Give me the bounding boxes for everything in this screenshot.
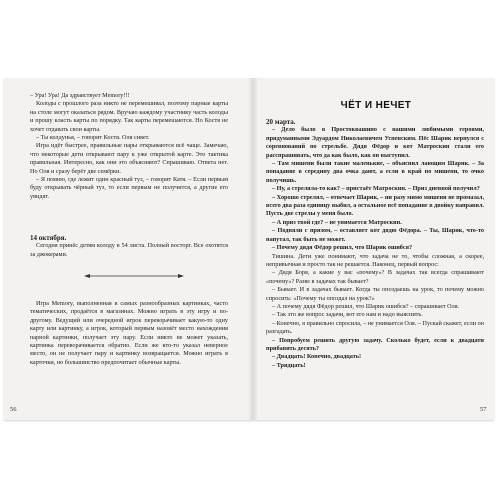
page-number: 56 (10, 406, 17, 413)
date-heading: 14 октября. (30, 234, 67, 242)
paragraph: – Попробуем решить другую задачу. Сколько будет, если к двадцати прибавить десять? (266, 336, 484, 352)
page-number: 57 (480, 406, 487, 413)
left-block-2 (30, 234, 228, 259)
paragraph: – Конечно, я правильно спросила, – не унимается Оля. – Пускай скажет, если он разгадать. (266, 319, 484, 336)
paragraph: – Тридцать! (272, 361, 306, 369)
paragraph: Игра идёт быстрее, правильные пары открываются всё чаще. Замечаю, что некоторые дети открывают пару к уже открытой карте. Это тактика правильная. Интересно, как они это объясняют? Спрашиваю. Ответа нет. Но Оля и сразу берёт две семёрки. (30, 142, 228, 175)
date-heading: 20 марта. (266, 118, 296, 126)
paragraph: – Двадцать! Конечно, двадцать! (272, 353, 362, 361)
paragraph: – Почему дядя Фёдор решил, что Шарик ошибся? (272, 244, 413, 252)
paragraph: – Дядя Боря, а какие у вас «почему»? В задачах так всегда спрашивают «почему»? Разве в задачах так бывает? (266, 269, 484, 285)
paragraph: – Ну, а стреляла-то как? – пристаёт Матроскин. – Приз дневной получил? (272, 185, 480, 193)
paragraph: – Я помню, где лежит один красный туз, – говорит Катя. – Если первым буду открывать чёрный туз, то если первым не получится, а другие его увидят. (30, 176, 228, 200)
paragraph: Сегодня принёс детям колоду в 54 листа. Полный восторг. Все охотятся за джокерами. (30, 242, 228, 258)
left-block-3 (30, 300, 228, 367)
paragraph: – Ты колдунья, – говорит Костя. Оля сияет. (36, 134, 150, 142)
paragraph: Тишина. Дети уже понимают, что задача не то, чтобы сложная, а скорее, непривычная и просто так не решается. Наконец, первый вопрос: (266, 252, 484, 268)
paragraph: – Подняли с призом, – оставляет кот дядю Фёдора. – Ты, Шарик, что-то напутал, так быть не может. (266, 227, 484, 243)
paragraph: – Дело было в Простоквашино с нашими любимыми героями, придуманными Эдуардом Николаевичем Успенским. Пёс Шарик вернулся с соревнований по стрельбе. Дядя Фёдор и кот Матроскин стали его расспрашивать, что да как было, как он выступил. (266, 126, 484, 159)
right-text (266, 118, 484, 370)
right-page (258, 78, 494, 420)
paragraph: Колоды с прошлого раза никто не перемешивал, поэтому парные карты на столе могут оказаться рядом. Вручаю каждому участнику часть колоды и прошу класть карты по порядку. Так карты перемешаются. Но Костя не хочет отдавать свои карты. (30, 100, 228, 133)
left-block-1 (30, 92, 228, 201)
paragraph: Игра Memory, выполненная в самых разнообразных картинках, часто тематических, продаётся в магазинах. Можно играть в эту игру и по-другому. Ведущий или очередной игрок переворачивает какую-то одну карту или картинку, а игрок, который первым назовёт место нахождения парной картинки, получает эту пару. Если никто не может указать, картинка переворачивается обратно. Если же кто-то указал неверное место, он не получает пару и картинку возвращается. Можно играть в карточки, но большинство предпочитает обычные карты. (30, 300, 228, 366)
paragraph: – Так это же вопрос задачи, вот его нам и надо выяснить. (272, 311, 423, 319)
paragraph: – Бывает. И в задачах бывает. Когда ты опоздаешь на урок, то почему можно спросить: «Почему ты опоздал на урок?» (266, 286, 484, 302)
paragraph: – А приз твой где? – не унимается Матроскин. (272, 218, 402, 226)
book-spread (4, 78, 494, 420)
chapter-title: ЧЁТ И НЕЧЕТ (340, 100, 412, 111)
paragraph: – Там мишени были такие маленькие, – объяснил лающим Шарик. – За попадание в середину два очка дают, а если в край по мишени, то очко получишь. (266, 160, 484, 184)
paragraph: – А почему дядя Фёдор решил, что Шарик ошибся? – спрашивает Оля. (272, 302, 460, 310)
book-gutter (248, 78, 258, 420)
paragraph: – Хорошо стрелял, – отвечает Шарик, – ни разу мимо мишени не промазал, всего два раза единицу выбил, а остальное всё попадание в двойку направил. Пусть две стрелы у меня было. (266, 193, 484, 218)
left-page (4, 78, 248, 420)
ornament-divider (84, 272, 184, 280)
paragraph: – Ура! Ура! Да здравствует Memory!!! (30, 92, 130, 99)
